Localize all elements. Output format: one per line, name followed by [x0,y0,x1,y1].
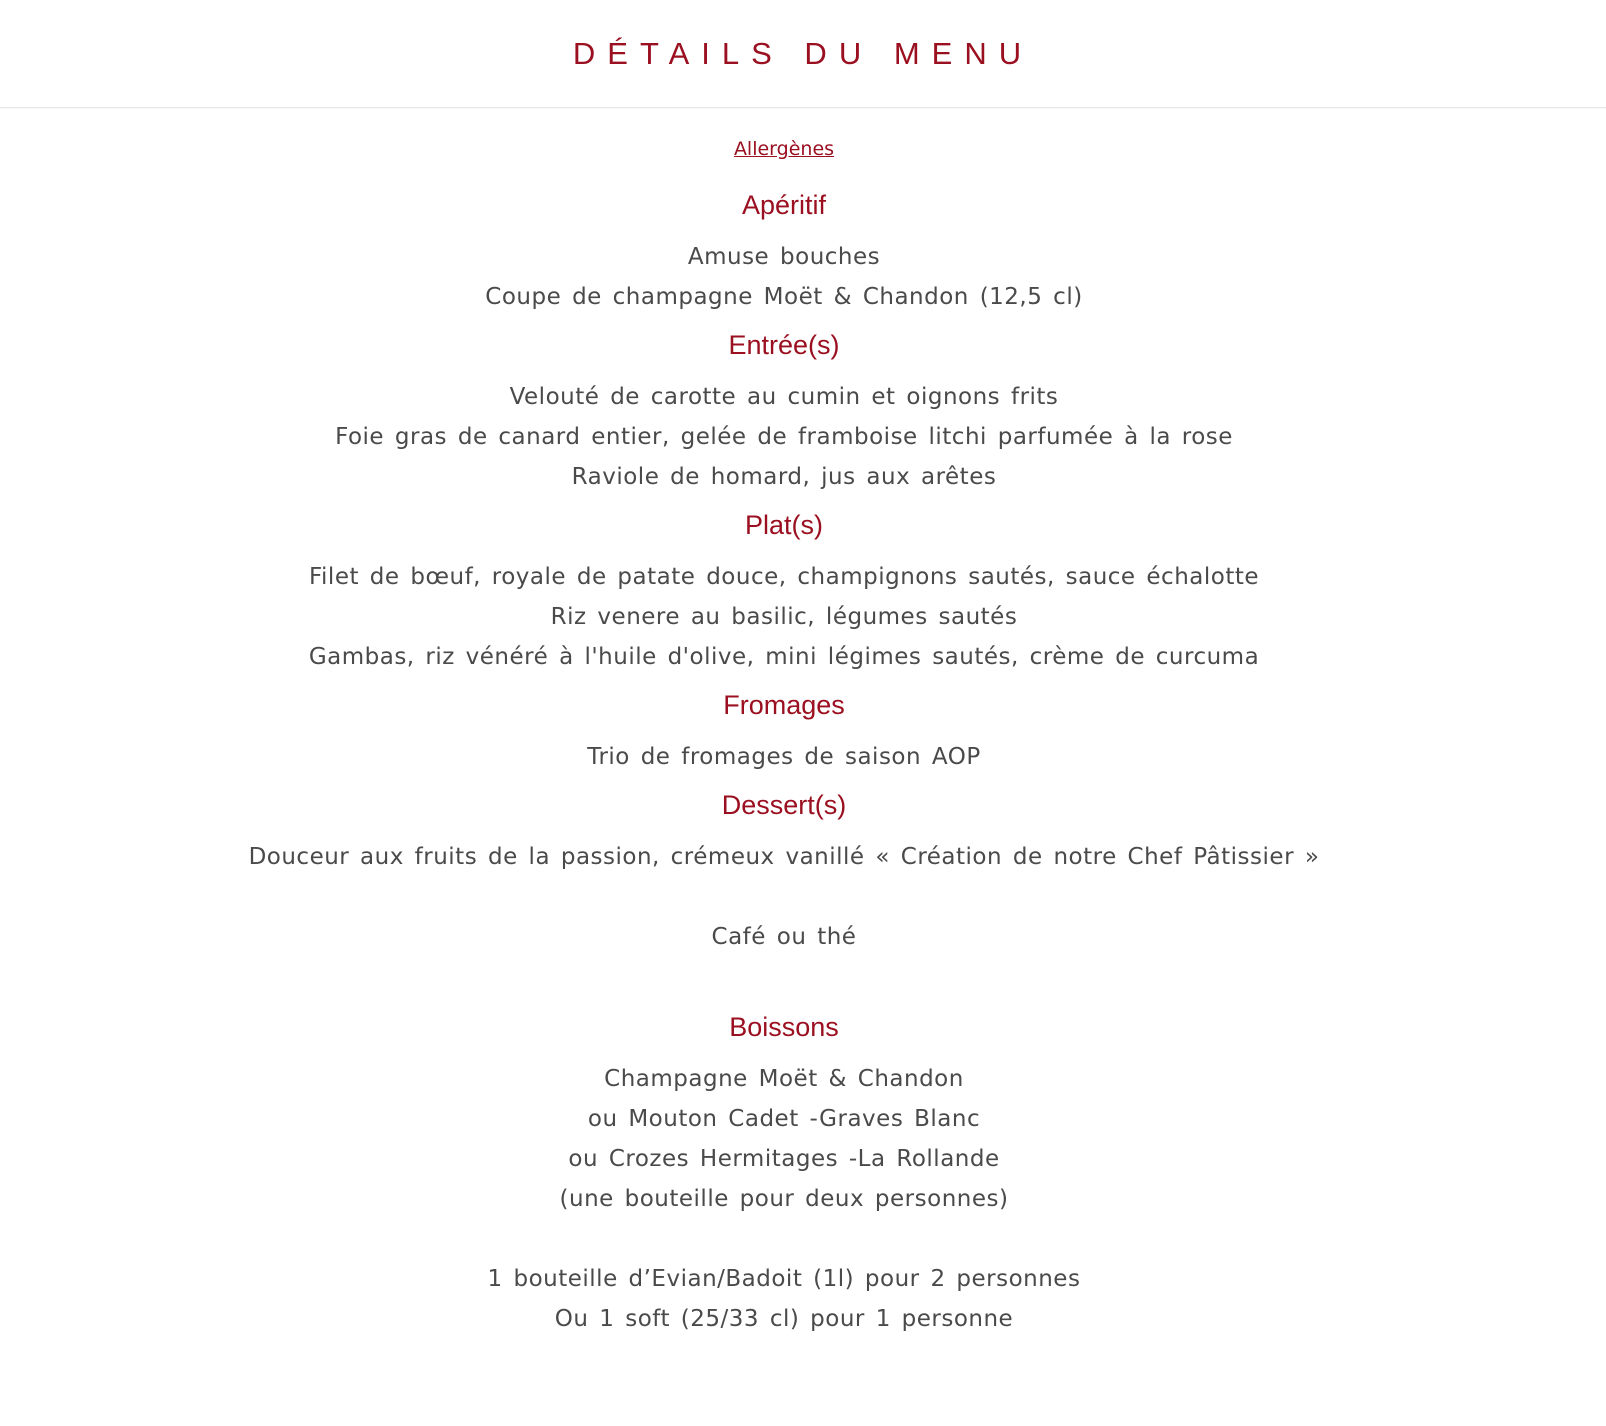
section-title-entrees: Entrée(s) [728,330,840,360]
aperitif-items [0,237,1568,317]
menu-item: Café ou thé [711,924,857,950]
menu-item: Coupe de champagne Moët & Chandon (12,5 cl) [485,284,1083,310]
section-desserts [0,785,1568,997]
menu-item: ou Crozes Hermitages -La Rollande [568,1146,1000,1172]
menu-item: Riz venere au basilic, légumes sautés [550,604,1018,630]
desserts-items [0,837,1568,997]
section-fromages [0,685,1568,777]
section-boissons [0,1007,1568,1339]
menu-item: 1 bouteille d’Evian/Badoit (1l) pour 2 personnes [487,1266,1081,1292]
menu-item: Champagne Moët & Chandon [604,1066,964,1092]
menu-item: (une bouteille pour deux personnes) [559,1186,1009,1212]
menu-item: Velouté de carotte au cumin et oignons frits [509,384,1059,410]
section-entrees [0,325,1568,497]
boissons-items [0,1059,1568,1339]
spacer [0,957,1568,997]
menu-item: Douceur aux fruits de la passion, crémeux vanillé « Création de notre Chef Pâtissier » [248,844,1320,870]
section-aperitif [0,185,1568,317]
section-title-aperitif: Apéritif [741,190,827,220]
menu-item: ou Mouton Cadet -Graves Blanc [587,1106,981,1132]
section-title-plats: Plat(s) [744,510,823,540]
section-title-boissons: Boissons [729,1012,839,1042]
allergens-link[interactable]: Allergènes [733,138,835,160]
page-title: DÉTAILS DU MENU [572,35,1034,71]
menu-item: Trio de fromages de saison AOP [587,744,981,770]
menu-item: Foie gras de canard entier, gelée de framboise litchi parfumée à la rose [335,424,1233,450]
spacer [0,1219,1568,1259]
plats-items [0,557,1568,677]
menu-item: Amuse bouches [687,244,881,270]
menu-item: Raviole de homard, jus aux arêtes [571,464,997,490]
menu-content [0,108,1568,1339]
entrees-items [0,377,1568,497]
menu-item: Ou 1 soft (25/33 cl) pour 1 personne [554,1306,1014,1332]
menu-item: Filet de bœuf, royale de patate douce, champignons sautés, sauce échalotte [308,564,1260,590]
section-title-fromages: Fromages [723,690,845,720]
section-plats [0,505,1568,677]
menu-item: Gambas, riz vénéré à l'huile d'olive, mini légimes sautés, crème de curcuma [308,644,1260,670]
section-title-desserts: Dessert(s) [721,790,847,820]
spacer [0,877,1568,917]
page-header [0,0,1606,108]
fromages-items [0,737,1568,777]
